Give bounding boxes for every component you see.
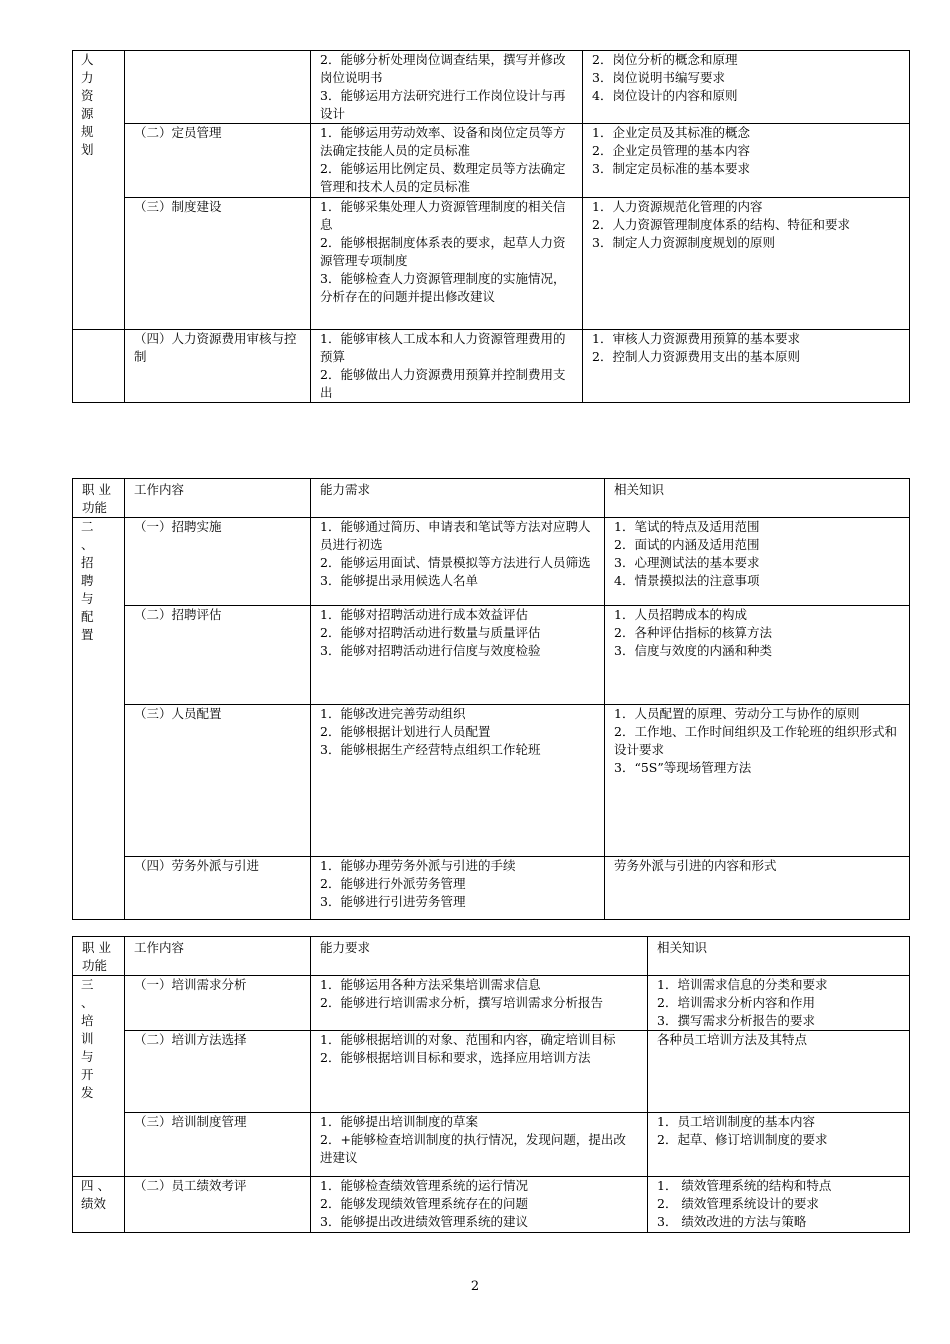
ability-cell bbox=[311, 606, 605, 705]
ability-item: 2．能够进行培训需求分析，撰写培训需求分析报告 bbox=[320, 995, 603, 1010]
function-cell: 人力资源规划 bbox=[73, 51, 125, 330]
table-row bbox=[73, 1177, 910, 1233]
knowledge-item: 1． 绩效管理系统的结构和特点 bbox=[657, 1178, 832, 1193]
table-header-row bbox=[73, 479, 910, 518]
ability-item: 1．能够审核人工成本和人力资源管理费用的预算 bbox=[320, 331, 566, 364]
knowledge-item: 1．人力资源规范化管理的内容 bbox=[592, 199, 763, 214]
ability-item: 2．+能够检查培训制度的执行情况，发现问题，提出改进建议 bbox=[320, 1132, 626, 1165]
ability-item: 2．能够运用比例定员、数理定员等方法确定管理和技术人员的定员标准 bbox=[320, 161, 566, 194]
knowledge-cell bbox=[648, 976, 910, 1031]
ability-item: 1．能够办理劳务外派与引进的手续 bbox=[320, 858, 516, 873]
table-row bbox=[73, 198, 910, 330]
ability-item: 3．能够检查人力资源管理制度的实施情况，分析存在的问题并提出修改建议 bbox=[320, 271, 566, 304]
ability-item: 1．能够根据培训的对象、范围和内容，确定培训目标 bbox=[320, 1032, 616, 1047]
function-cell: 四 、绩效 bbox=[73, 1177, 125, 1233]
ability-item: 1．能够采集处理人力资源管理制度的相关信息 bbox=[320, 199, 566, 232]
work-content-cell bbox=[125, 51, 311, 124]
knowledge-item: 3．心理测试法的基本要求 bbox=[614, 555, 760, 570]
ability-cell bbox=[311, 705, 605, 857]
work-content-cell: （一）培训需求分析 bbox=[125, 976, 311, 1031]
table-row bbox=[73, 976, 910, 1031]
ability-item: 2．能够根据制度体系表的要求，起草人力资源管理专项制度 bbox=[320, 235, 566, 268]
header-work-content: 工作内容 bbox=[125, 479, 311, 518]
table-training bbox=[72, 936, 910, 1233]
table-recruitment bbox=[72, 478, 910, 920]
knowledge-item: 4．岗位设计的内容和原则 bbox=[592, 88, 738, 103]
ability-item: 2．能够运用面试、情景模拟等方法进行人员筛选 bbox=[320, 555, 591, 570]
ability-item: 2．能够做出人力资源费用预算并控制费用支出 bbox=[320, 367, 566, 400]
knowledge-item: 1．培训需求信息的分类和要求 bbox=[657, 977, 828, 992]
knowledge-item: 1．企业定员及其标准的概念 bbox=[592, 125, 750, 140]
header-ability: 能力需求 bbox=[311, 479, 605, 518]
table-row bbox=[73, 518, 910, 606]
knowledge-item: 2．控制人力资源费用支出的基本原则 bbox=[592, 349, 800, 364]
ability-cell bbox=[311, 1177, 648, 1233]
knowledge-item: 劳务外派与引进的内容和形式 bbox=[614, 858, 777, 873]
knowledge-item: 4．情景摸拟法的注意事项 bbox=[614, 573, 760, 588]
work-content-cell: （三）培训制度管理 bbox=[125, 1113, 311, 1177]
knowledge-item: 3．岗位说明书编写要求 bbox=[592, 70, 725, 85]
knowledge-item: 1．人员配置的原理、劳动分工与协作的原则 bbox=[614, 706, 860, 721]
knowledge-cell bbox=[605, 705, 910, 857]
knowledge-cell bbox=[648, 1113, 910, 1177]
ability-item: 1．能够提出培训制度的草案 bbox=[320, 1114, 478, 1129]
header-knowledge: 相关知识 bbox=[605, 479, 910, 518]
knowledge-item: 2．面试的内涵及适用范围 bbox=[614, 537, 760, 552]
knowledge-item: 2．起草、修订培训制度的要求 bbox=[657, 1132, 828, 1147]
work-content-cell: （四）人力资源费用审核与控制 bbox=[125, 330, 311, 403]
ability-item: 3．能够提出改进绩效管理系统的建议 bbox=[320, 1214, 528, 1229]
work-content-cell: （一）招聘实施 bbox=[125, 518, 311, 606]
ability-cell bbox=[311, 857, 605, 920]
table-hr-planning bbox=[72, 50, 910, 403]
ability-item: 3．能够运用方法研究进行工作岗位设计与再设计 bbox=[320, 88, 566, 121]
table-row bbox=[73, 330, 910, 403]
ability-cell bbox=[311, 1031, 648, 1113]
work-content-cell: （三）制度建设 bbox=[125, 198, 311, 330]
ability-cell bbox=[311, 330, 583, 403]
knowledge-item: 1．审核人力资源费用预算的基本要求 bbox=[592, 331, 800, 346]
knowledge-item: 3．撰写需求分析报告的要求 bbox=[657, 1013, 815, 1028]
knowledge-cell bbox=[605, 518, 910, 606]
ability-item: 2．能够发现绩效管理系统存在的问题 bbox=[320, 1196, 528, 1211]
header-knowledge: 相关知识 bbox=[648, 937, 910, 976]
knowledge-item: 3．制定定员标准的基本要求 bbox=[592, 161, 750, 176]
ability-item: 1．能够通过简历、申请表和笔试等方法对应聘人员进行初选 bbox=[320, 519, 591, 552]
table-row bbox=[73, 606, 910, 705]
ability-item: 1．能够对招聘活动进行成本效益评估 bbox=[320, 607, 528, 622]
ability-cell bbox=[311, 976, 648, 1031]
knowledge-item: 3．信度与效度的内涵和种类 bbox=[614, 643, 772, 658]
function-cell: 三、培训与开发 bbox=[73, 976, 125, 1177]
knowledge-item: 2．人力资源管理制度体系的结构、特征和要求 bbox=[592, 217, 850, 232]
knowledge-item: 3． 绩效改进的方法与策略 bbox=[657, 1214, 807, 1229]
knowledge-item: 2．培训需求分析内容和作用 bbox=[657, 995, 815, 1010]
ability-cell bbox=[311, 124, 583, 198]
ability-item: 3．能够对招聘活动进行信度与效度检验 bbox=[320, 643, 541, 658]
knowledge-item: 各种员工培训方法及其特点 bbox=[657, 1032, 808, 1047]
knowledge-cell bbox=[583, 330, 910, 403]
ability-item: 2．能够根据培训目标和要求，选择应用培训方法 bbox=[320, 1050, 591, 1065]
page-number: 2 bbox=[470, 1279, 480, 1294]
function-cell: 二、招聘与配置 bbox=[73, 518, 125, 920]
table-row bbox=[73, 1031, 910, 1113]
work-content-cell: （二）培训方法选择 bbox=[125, 1031, 311, 1113]
table-row bbox=[73, 1113, 910, 1177]
knowledge-item: 2．企业定员管理的基本内容 bbox=[592, 143, 750, 158]
ability-item: 3．能够根据生产经营特点组织工作轮班 bbox=[320, 742, 541, 757]
table-row bbox=[73, 124, 910, 198]
knowledge-item: 2．岗位分析的概念和原理 bbox=[592, 52, 738, 67]
knowledge-cell bbox=[583, 51, 910, 124]
ability-item: 2．能够分析处理岗位调查结果，撰写并修改岗位说明书 bbox=[320, 52, 566, 85]
knowledge-cell bbox=[583, 198, 910, 330]
ability-item: 1．能够检查绩效管理系统的运行情况 bbox=[320, 1178, 528, 1193]
header-work-content: 工作内容 bbox=[125, 937, 311, 976]
ability-item: 3．能够进行引进劳务管理 bbox=[320, 894, 466, 909]
knowledge-item: 3．“5S”等现场管理方法 bbox=[614, 760, 752, 775]
ability-cell bbox=[311, 51, 583, 124]
ability-item: 1．能够运用各种方法采集培训需求信息 bbox=[320, 977, 541, 992]
table-row bbox=[73, 857, 910, 920]
knowledge-cell bbox=[605, 606, 910, 705]
function-cell bbox=[73, 330, 125, 403]
knowledge-item: 3．制定人力资源制度规划的原则 bbox=[592, 235, 775, 250]
work-content-cell: （四）劳务外派与引进 bbox=[125, 857, 311, 920]
knowledge-item: 1．员工培训制度的基本内容 bbox=[657, 1114, 815, 1129]
knowledge-item: 2．各种评估指标的核算方法 bbox=[614, 625, 772, 640]
header-function: 职 业功能 bbox=[73, 479, 125, 518]
ability-item: 1．能够运用劳动效率、设备和岗位定员等方法确定技能人员的定员标准 bbox=[320, 125, 566, 158]
work-content-cell: （二）招聘评估 bbox=[125, 606, 311, 705]
knowledge-item: 1．人员招聘成本的构成 bbox=[614, 607, 747, 622]
ability-cell bbox=[311, 518, 605, 606]
work-content-cell: （二）定员管理 bbox=[125, 124, 311, 198]
ability-item: 2．能够根据计划进行人员配置 bbox=[320, 724, 491, 739]
ability-item: 3．能够提出录用候选人名单 bbox=[320, 573, 478, 588]
knowledge-cell bbox=[648, 1177, 910, 1233]
work-content-cell: （三）人员配置 bbox=[125, 705, 311, 857]
ability-cell bbox=[311, 198, 583, 330]
header-ability: 能力要求 bbox=[311, 937, 648, 976]
ability-item: 2．能够对招聘活动进行数量与质量评估 bbox=[320, 625, 541, 640]
header-function: 职 业功能 bbox=[73, 937, 125, 976]
table-row bbox=[73, 51, 910, 124]
table-row bbox=[73, 705, 910, 857]
table-header-row bbox=[73, 937, 910, 976]
ability-item: 1．能够改进完善劳动组织 bbox=[320, 706, 466, 721]
knowledge-cell bbox=[605, 857, 910, 920]
knowledge-item: 2．工作地、工作时间组织及工作轮班的组织形式和设计要求 bbox=[614, 724, 897, 757]
ability-cell bbox=[311, 1113, 648, 1177]
knowledge-cell bbox=[583, 124, 910, 198]
knowledge-cell bbox=[648, 1031, 910, 1113]
work-content-cell: （二）员工绩效考评 bbox=[125, 1177, 311, 1233]
knowledge-item: 2． 绩效管理系统设计的要求 bbox=[657, 1196, 819, 1211]
ability-item: 2．能够进行外派劳务管理 bbox=[320, 876, 466, 891]
knowledge-item: 1．笔试的特点及适用范围 bbox=[614, 519, 760, 534]
